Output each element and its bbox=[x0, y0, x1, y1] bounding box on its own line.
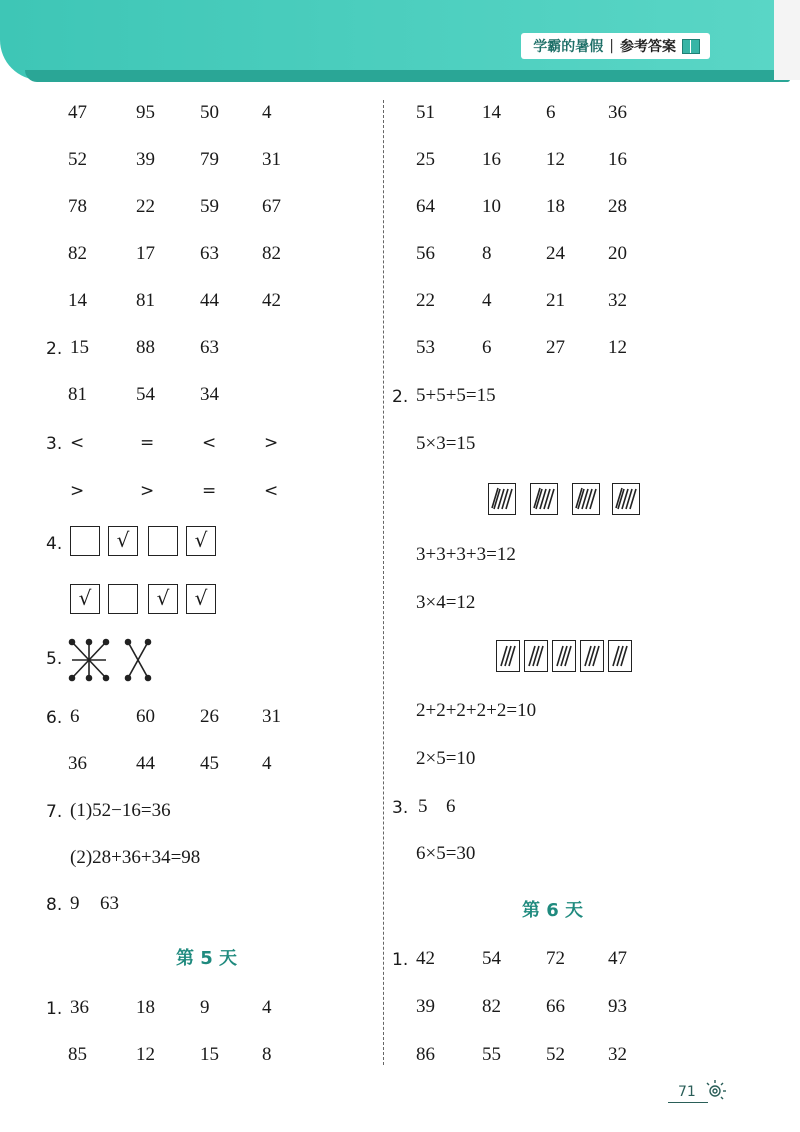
check-box bbox=[70, 526, 100, 556]
answer-cell: 6 bbox=[546, 102, 556, 123]
answer-cell: 18 bbox=[546, 196, 565, 217]
question-number: 1. bbox=[46, 999, 63, 1019]
answer-cell: 12 bbox=[608, 337, 627, 358]
answer-cell: 81 bbox=[68, 384, 87, 405]
answer-cell: 66 bbox=[546, 996, 565, 1017]
answer-cell: 42 bbox=[262, 290, 281, 311]
answer-cell: 82 bbox=[68, 243, 87, 264]
book-icon bbox=[682, 39, 700, 54]
line-matching-drawing bbox=[66, 638, 156, 682]
answer-cell: 82 bbox=[482, 996, 501, 1017]
equation: (2)28+36+34=98 bbox=[70, 847, 201, 868]
answer-cell: 31 bbox=[262, 149, 281, 170]
answer-cell: 60 bbox=[136, 706, 155, 727]
answer-cell: 28 bbox=[608, 196, 627, 217]
header-subtitle: 参考答案 bbox=[620, 39, 676, 55]
answer-cell: 4 bbox=[262, 102, 272, 123]
answer-cell: 32 bbox=[608, 1044, 627, 1065]
answer-cell: 22 bbox=[136, 196, 155, 217]
answer-cell: 44 bbox=[200, 290, 219, 311]
equation: 3+3+3+3=12 bbox=[416, 544, 516, 565]
answer-cell: 51 bbox=[416, 102, 435, 123]
check-box bbox=[148, 526, 178, 556]
answer-cell: 32 bbox=[608, 290, 627, 311]
answer-cell: 54 bbox=[482, 948, 501, 969]
comparison-symbol: = bbox=[202, 481, 217, 501]
answer-cell: 36 bbox=[70, 997, 89, 1018]
comparison-symbol: > bbox=[264, 433, 279, 453]
answer-cell: 34 bbox=[200, 384, 219, 405]
answer-cell: 85 bbox=[68, 1044, 87, 1065]
stick-bundle-icon bbox=[496, 640, 520, 672]
answer-cell: 22 bbox=[416, 290, 435, 311]
answer-cell: 24 bbox=[546, 243, 565, 264]
question-number: 3. bbox=[392, 798, 409, 818]
answer-cell: 20 bbox=[608, 243, 627, 264]
answer-cell: 52 bbox=[68, 149, 87, 170]
equation: 2+2+2+2+2=10 bbox=[416, 700, 537, 721]
question-number: 2. bbox=[46, 339, 63, 359]
question-number: 1. bbox=[392, 950, 409, 970]
equation: (1)52−16=36 bbox=[70, 800, 171, 821]
answer-cell: 9 bbox=[70, 893, 80, 914]
answer-cell: 25 bbox=[416, 149, 435, 170]
page-number: 71 bbox=[678, 1084, 696, 1100]
stick-bundle-icon bbox=[552, 640, 576, 672]
check-box: √ bbox=[186, 584, 216, 614]
answer-cell: 12 bbox=[136, 1044, 155, 1065]
question-number: 4. bbox=[46, 534, 63, 554]
answer-cell: 5 bbox=[418, 796, 428, 817]
answer-cell: 15 bbox=[70, 337, 89, 358]
sun-icon bbox=[702, 1078, 732, 1104]
comparison-symbol: > bbox=[70, 481, 85, 501]
equation: 5+5+5=15 bbox=[416, 385, 496, 406]
answer-cell: 4 bbox=[262, 997, 272, 1018]
stick-bundle-icon bbox=[572, 483, 600, 515]
answer-cell: 67 bbox=[262, 196, 281, 217]
column-divider bbox=[383, 100, 384, 1065]
question-number: 3. bbox=[46, 434, 63, 454]
answer-cell: 55 bbox=[482, 1044, 501, 1065]
check-box bbox=[108, 584, 138, 614]
answer-cell: 36 bbox=[68, 753, 87, 774]
comparison-symbol: < bbox=[264, 481, 279, 501]
answer-cell: 86 bbox=[416, 1044, 435, 1065]
check-box: √ bbox=[186, 526, 216, 556]
stick-bundle-icon bbox=[524, 640, 548, 672]
answer-cell: 6 bbox=[482, 337, 492, 358]
comparison-symbol: = bbox=[140, 433, 155, 453]
header-title: 学霸的暑假 bbox=[533, 39, 604, 55]
answer-cell: 39 bbox=[136, 149, 155, 170]
header-separator: | bbox=[609, 38, 614, 54]
answer-cell: 56 bbox=[416, 243, 435, 264]
answer-cell: 18 bbox=[136, 997, 155, 1018]
answer-cell: 59 bbox=[200, 196, 219, 217]
answer-cell: 54 bbox=[136, 384, 155, 405]
answer-cell: 6 bbox=[446, 796, 456, 817]
section-heading-day5: 第 5 天 bbox=[176, 948, 238, 969]
stick-bundle-icon bbox=[488, 483, 516, 515]
answer-cell: 64 bbox=[416, 196, 435, 217]
answer-cell: 63 bbox=[200, 243, 219, 264]
check-box: √ bbox=[70, 584, 100, 614]
answer-cell: 9 bbox=[200, 997, 210, 1018]
answer-cell: 93 bbox=[608, 996, 627, 1017]
answer-cell: 72 bbox=[546, 948, 565, 969]
answer-cell: 82 bbox=[262, 243, 281, 264]
answer-cell: 12 bbox=[546, 149, 565, 170]
equation: 6×5=30 bbox=[416, 843, 476, 864]
answer-cell: 45 bbox=[200, 753, 219, 774]
answer-cell: 21 bbox=[546, 290, 565, 311]
answer-cell: 10 bbox=[482, 196, 501, 217]
answer-cell: 31 bbox=[262, 706, 281, 727]
answer-cell: 50 bbox=[200, 102, 219, 123]
answer-cell: 26 bbox=[200, 706, 219, 727]
question-number: 7. bbox=[46, 802, 63, 822]
answer-cell: 42 bbox=[416, 948, 435, 969]
answer-cell: 4 bbox=[482, 290, 492, 311]
answer-cell: 88 bbox=[136, 337, 155, 358]
answer-cell: 27 bbox=[546, 337, 565, 358]
answer-cell: 63 bbox=[100, 893, 119, 914]
answer-cell: 16 bbox=[482, 149, 501, 170]
answer-cell: 6 bbox=[70, 706, 80, 727]
equation: 5×3=15 bbox=[416, 433, 476, 454]
question-number: 2. bbox=[392, 387, 409, 407]
answer-cell: 44 bbox=[136, 753, 155, 774]
answer-cell: 36 bbox=[608, 102, 627, 123]
answer-cell: 78 bbox=[68, 196, 87, 217]
stick-bundle-icon bbox=[612, 483, 640, 515]
answer-cell: 17 bbox=[136, 243, 155, 264]
answer-cell: 14 bbox=[68, 290, 87, 311]
check-box: √ bbox=[108, 526, 138, 556]
comparison-symbol: < bbox=[70, 433, 85, 453]
header-label bbox=[521, 33, 710, 59]
answer-cell: 95 bbox=[136, 102, 155, 123]
answer-cell: 8 bbox=[482, 243, 492, 264]
answer-cell: 8 bbox=[262, 1044, 272, 1065]
check-box: √ bbox=[148, 584, 178, 614]
section-heading-day6: 第 6 天 bbox=[522, 900, 584, 921]
question-number: 5. bbox=[46, 649, 63, 669]
answer-cell: 14 bbox=[482, 102, 501, 123]
answer-cell: 53 bbox=[416, 337, 435, 358]
equation: 3×4=12 bbox=[416, 592, 476, 613]
comparison-symbol: < bbox=[202, 433, 217, 453]
answer-cell: 79 bbox=[200, 149, 219, 170]
stick-bundle-icon bbox=[530, 483, 558, 515]
equation: 2×5=10 bbox=[416, 748, 476, 769]
answer-cell: 15 bbox=[200, 1044, 219, 1065]
answer-cell: 39 bbox=[416, 996, 435, 1017]
answer-cell: 47 bbox=[608, 948, 627, 969]
answer-cell: 52 bbox=[546, 1044, 565, 1065]
answer-cell: 4 bbox=[262, 753, 272, 774]
stick-bundle-icon bbox=[580, 640, 604, 672]
stick-bundle-icon bbox=[608, 640, 632, 672]
answer-cell: 16 bbox=[608, 149, 627, 170]
answer-cell: 63 bbox=[200, 337, 219, 358]
comparison-symbol: > bbox=[140, 481, 155, 501]
page-edge bbox=[774, 0, 800, 80]
answer-cell: 81 bbox=[136, 290, 155, 311]
header-banner-shadow bbox=[25, 70, 790, 82]
question-number: 8. bbox=[46, 895, 63, 915]
answer-cell: 47 bbox=[68, 102, 87, 123]
question-number: 6. bbox=[46, 708, 63, 728]
